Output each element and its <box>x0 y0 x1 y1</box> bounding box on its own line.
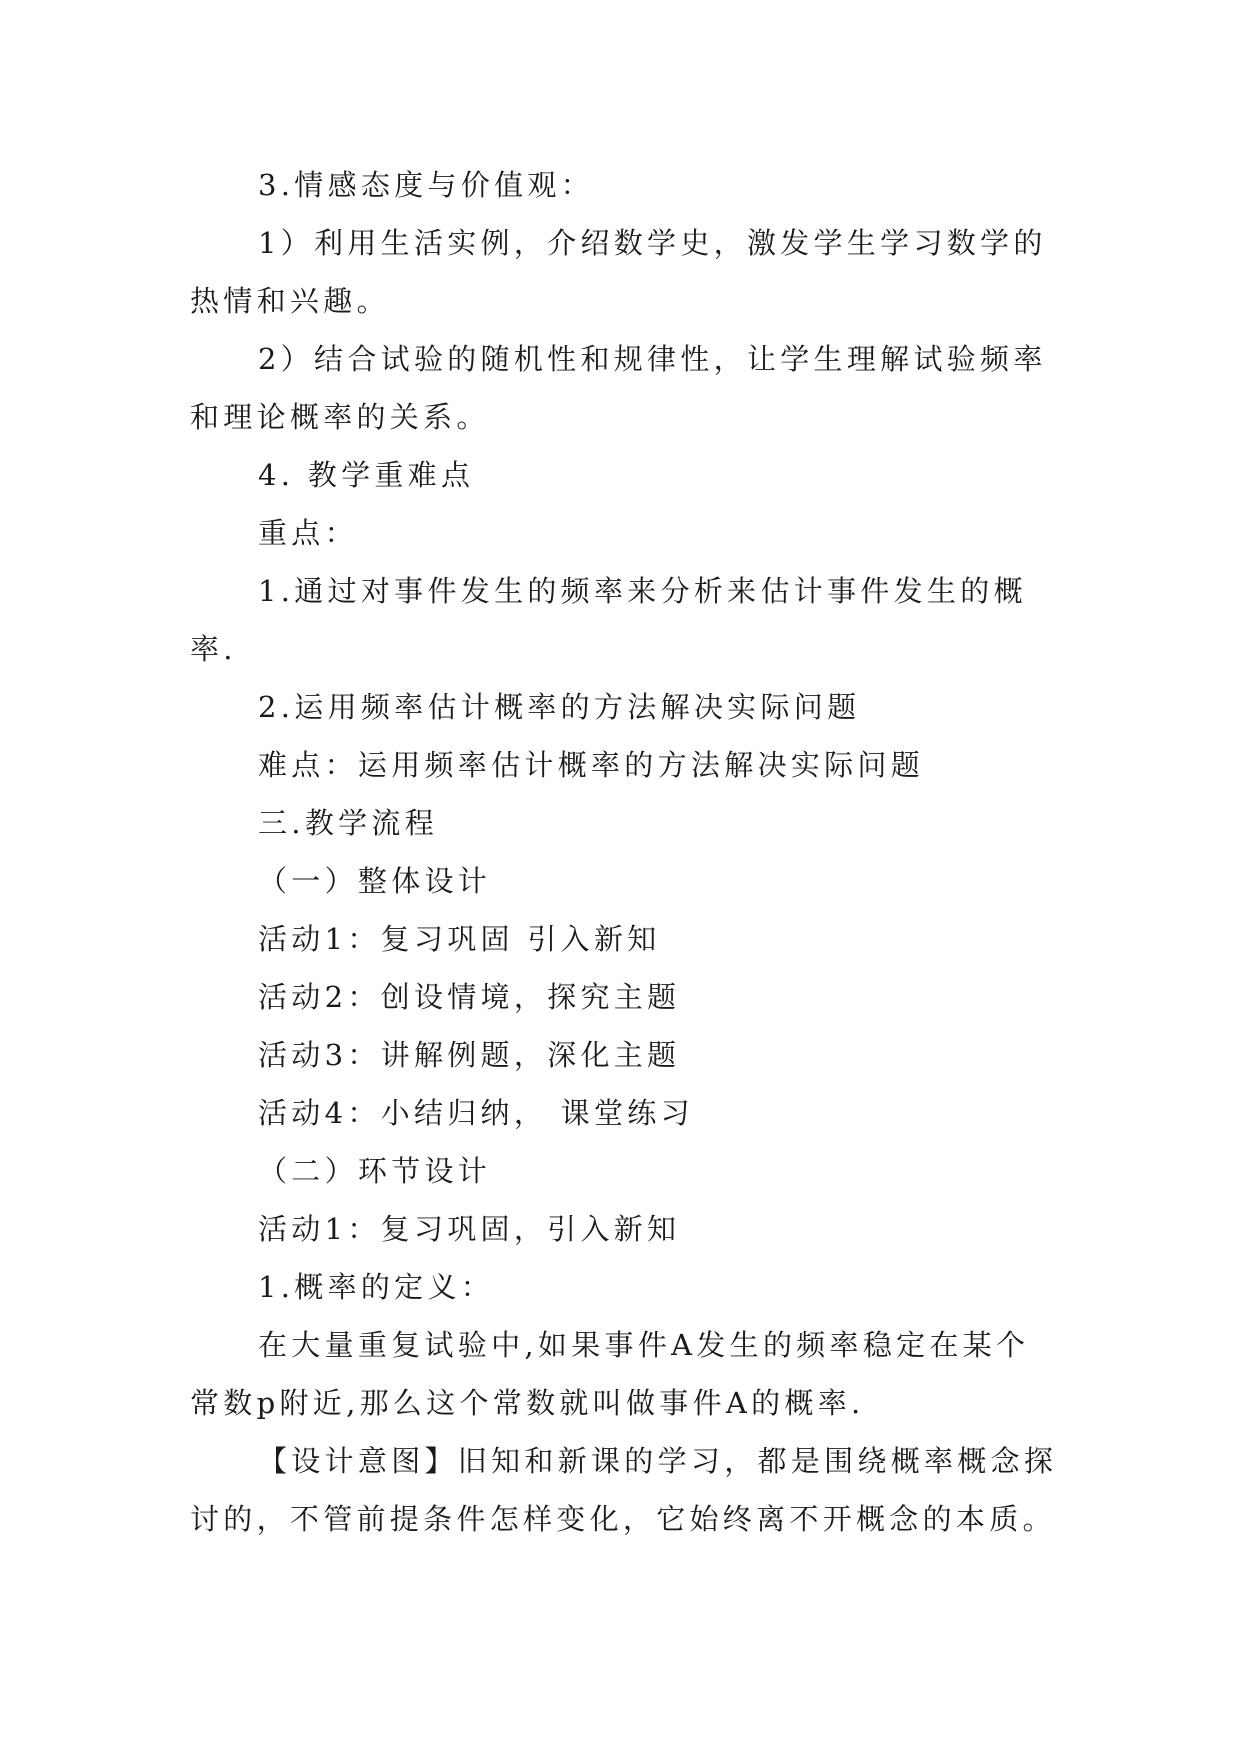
paragraph-line: 率. <box>190 632 237 666</box>
document-body <box>190 156 1060 1548</box>
activity-item: 活动1：复习巩固 引入新知 <box>258 922 661 956</box>
subheading-section-design: （二）环节设计 <box>258 1154 492 1188</box>
heading-teaching-process: 三.教学流程 <box>258 806 439 840</box>
definition-heading: 1.概率的定义： <box>258 1270 495 1304</box>
activity-item: 活动1：复习巩固，引入新知 <box>258 1212 681 1246</box>
paragraph-line: 1）利用生活实例，介绍数学史，激发学生学习数学的 <box>258 226 1047 260</box>
paragraph-line: 常数p附近,那么这个常数就叫做事件A的概率. <box>190 1386 865 1420</box>
paragraph-line: 和理论概率的关系。 <box>190 400 490 434</box>
heading-emotion-attitude-values: 3.情感态度与价值观： <box>258 168 594 202</box>
paragraph-line: 热情和兴趣。 <box>190 284 390 318</box>
paragraph-line: 1.通过对事件发生的频率来分析来估计事件发生的概 <box>258 574 1027 608</box>
paragraph-line: 讨的，不管前提条件怎样变化，它始终离不开概念的本质。 <box>190 1502 1056 1536</box>
activity-item: 活动3：讲解例题，深化主题 <box>258 1038 681 1072</box>
activity-item: 活动2：创设情境，探究主题 <box>258 980 681 1014</box>
paragraph-line: 2）结合试验的随机性和规律性，让学生理解试验频率 <box>258 342 1047 376</box>
paragraph-line: 难点：运用频率估计概率的方法解决实际问题 <box>258 748 925 782</box>
paragraph-line: 2.运用频率估计概率的方法解决实际问题 <box>258 690 861 724</box>
heading-key-difficult-points: 4. 教学重难点 <box>258 458 475 492</box>
label-key-points: 重点： <box>258 516 358 550</box>
paragraph-line: 在大量重复试验中,如果事件A发生的频率稳定在某个 <box>258 1328 1030 1362</box>
paragraph-line: 【设计意图】旧知和新课的学习，都是围绕概率概念探 <box>258 1444 1058 1478</box>
activity-item: 活动4：小结归纳， 课堂练习 <box>258 1096 694 1130</box>
subheading-overall-design: （一）整体设计 <box>258 864 492 898</box>
